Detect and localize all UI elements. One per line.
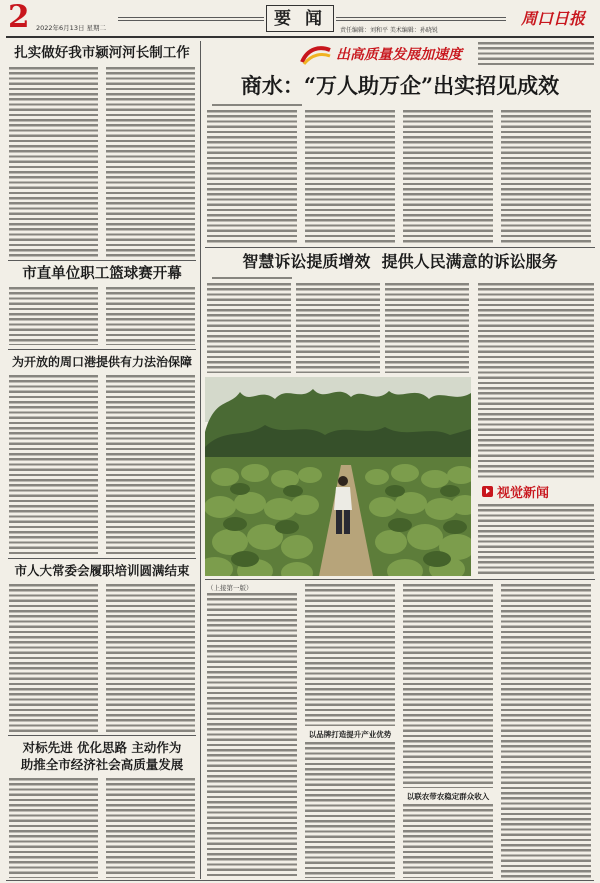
masthead-logo: 周口日报 <box>520 9 585 28</box>
article-body-text <box>305 742 395 878</box>
article-body-text <box>106 375 195 555</box>
article-body-text <box>296 283 380 373</box>
photo-tree-line <box>205 389 471 462</box>
page-bottom-rule <box>6 880 594 881</box>
header-main-rule <box>6 36 594 38</box>
article-body-text <box>403 110 493 244</box>
article-body-text <box>106 778 195 878</box>
feature-headline: 商水：“万人助万企”出实招见成效 <box>240 73 560 98</box>
article-body-text <box>106 67 195 257</box>
article-headline-line-2: 助推全市经济社会高质量发展 <box>20 757 184 772</box>
article-divider <box>8 558 196 559</box>
article-body-text <box>207 593 297 878</box>
court-headline: 智慧诉讼提质增效 提供人民满意的诉讼服务 <box>242 252 558 271</box>
article-body-text <box>106 287 195 345</box>
byline <box>212 277 292 279</box>
photo-caption-text <box>478 504 594 576</box>
visual-news-title: 视觉新闻 <box>497 485 550 501</box>
page-number: 2 <box>8 0 30 35</box>
article-headline: 为开放的周口港提供有力法治保障 <box>11 355 192 369</box>
header-rule-right-top <box>336 17 506 18</box>
article-body-text <box>106 584 195 732</box>
article-body-text <box>9 287 98 345</box>
article-body-text <box>207 283 291 373</box>
header-rule-right-bottom <box>336 20 506 21</box>
article-body-text <box>9 375 98 555</box>
article-body-text <box>403 584 493 788</box>
article-body-text <box>385 283 469 373</box>
article-divider <box>8 260 196 261</box>
article-body-text <box>403 804 493 878</box>
section-title: 要 闻 <box>266 5 334 32</box>
article-headline: 市人大常委会履职培训圆满结束 <box>14 563 190 578</box>
visual-news-label <box>482 482 594 500</box>
article-subhead: 以品牌打造提升产业优势 <box>308 730 392 739</box>
article-headline: 扎实做好我市颍河河长制工作 <box>14 45 190 61</box>
article-divider <box>205 247 595 248</box>
feature-banner: 出高质量发展加速度 <box>336 47 462 63</box>
banner-emblem-icon <box>300 44 332 66</box>
jump-line: （上接第一版） <box>207 584 253 592</box>
article-body-text <box>9 778 98 878</box>
article-divider <box>8 735 196 736</box>
label-ornament-icon <box>482 486 493 497</box>
article-body-text <box>305 110 395 244</box>
issue-date: 2022年6月13日 星期二 <box>36 24 107 32</box>
article-body-text <box>478 42 594 68</box>
article-body-text <box>501 584 591 878</box>
editor-credits: 责任编辑：刘和平 美术编辑：孙晓锐 <box>340 27 438 34</box>
column-divider <box>200 41 201 879</box>
article-body-text <box>305 584 395 726</box>
header-rule-left-bottom <box>118 20 264 21</box>
article-subhead: 以联农带农稳定群众收入 <box>406 792 490 801</box>
article-headline-line-1: 对标先进 优化思路 主动作为 <box>22 740 182 755</box>
article-body-text <box>478 283 594 478</box>
byline <box>212 104 302 106</box>
article-body-text <box>207 110 297 244</box>
article-divider <box>205 579 595 580</box>
article-body-text <box>501 110 591 244</box>
article-body-text <box>9 67 98 257</box>
article-divider <box>8 349 196 350</box>
article-headline: 市直单位职工篮球赛开幕 <box>22 265 182 282</box>
news-photo <box>205 377 471 576</box>
article-body-text <box>9 584 98 732</box>
header-rule-left-top <box>118 17 264 18</box>
